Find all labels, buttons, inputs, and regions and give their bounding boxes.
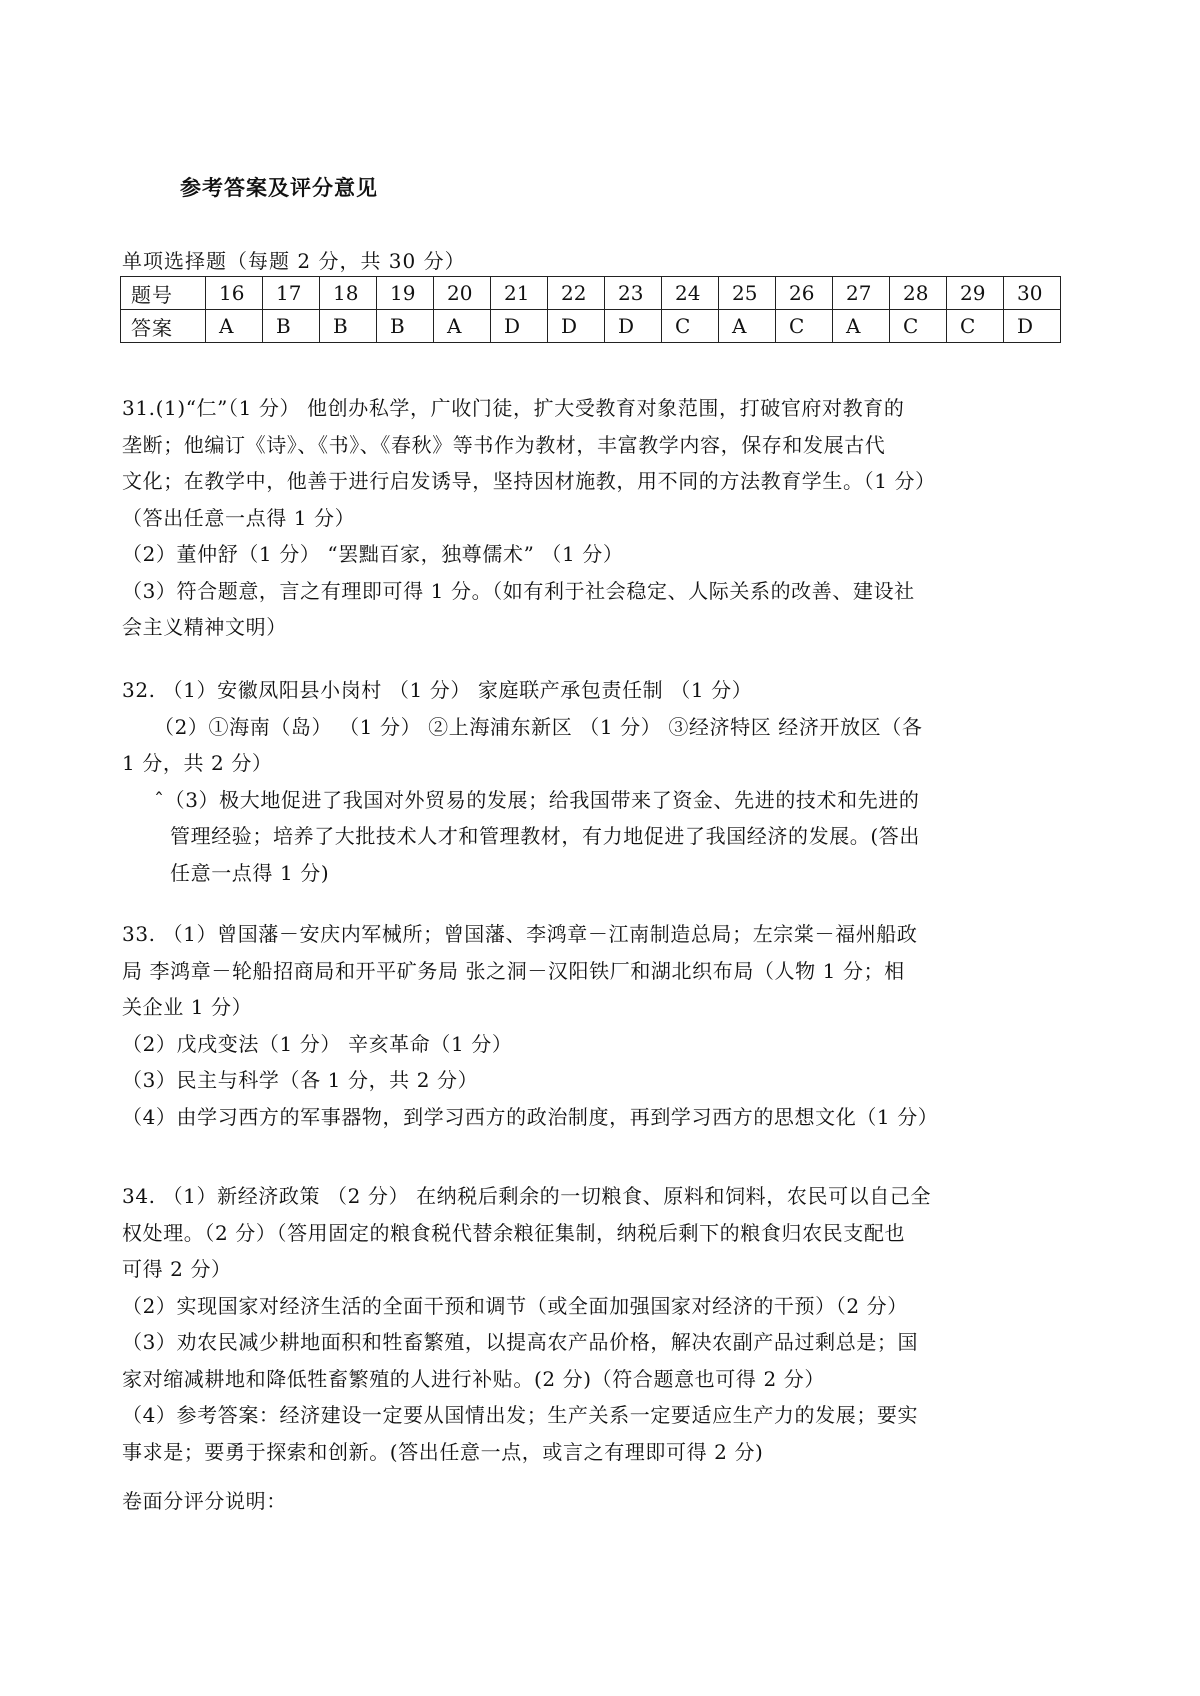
- text-line: 会主义精神文明）: [122, 615, 287, 639]
- answer-cell: C: [947, 310, 1004, 343]
- text-line: （3）民主与科学（各 1 分，共 2 分）: [122, 1068, 479, 1092]
- text-line: 任意一点得 1 分): [170, 860, 330, 885]
- text-line: 1 分，共 2 分）: [122, 751, 273, 775]
- question-number-cell: 23: [605, 277, 662, 310]
- text-line: 局 李鸿章－轮船招商局和开平矿务局 张之洞－汉阳铁厂和湖北织布局（人物 1 分；相: [122, 958, 905, 983]
- text-line: ˆ（3）极大地促进了我国对外贸易的发展；给我国带来了资金、先进的技术和先进的: [154, 787, 920, 812]
- page-title: 参考答案及评分意见: [180, 175, 378, 200]
- answer-cell: D: [491, 310, 548, 343]
- answer-cell: A: [833, 310, 890, 343]
- question-number-cell: 28: [890, 277, 947, 310]
- question-number-cell: 18: [320, 277, 377, 310]
- text-line: 家对缩减耕地和降低牲畜繁殖的人进行补贴。(2 分)（符合题意也可得 2 分）: [122, 1366, 825, 1391]
- text-line: 权处理。（2 分）（答用固定的粮食税代替余粮征集制，纳税后剩下的粮食归农民支配也: [122, 1220, 906, 1245]
- question-31-answer: [122, 390, 1082, 646]
- text-line: 事求是；要勇于探索和创新。(答出任意一点，或言之有理即可得 2 分): [122, 1439, 764, 1464]
- answer-cell: D: [1004, 310, 1061, 343]
- footer-note: 卷面分评分说明：: [122, 1489, 287, 1513]
- question-number-row: [121, 277, 1061, 310]
- text-line: （答出任意一点得 1 分）: [122, 505, 356, 530]
- question-number-cell: 19: [377, 277, 434, 310]
- question-34-answer: [122, 1178, 1082, 1470]
- answer-cell: B: [320, 310, 377, 343]
- question-33-answer: [122, 916, 1082, 1135]
- question-number-header: 题号: [121, 277, 206, 310]
- question-number-cell: 16: [206, 277, 263, 310]
- answer-cell: C: [662, 310, 719, 343]
- answer-cell: D: [605, 310, 662, 343]
- question-number-cell: 17: [263, 277, 320, 310]
- answer-cell: A: [719, 310, 776, 343]
- text-line: （2）①海南（岛） （1 分） ②上海浦东新区 （1 分） ③经济特区 经济开放区（各: [154, 714, 923, 739]
- question-number-cell: 21: [491, 277, 548, 310]
- text-line: 31.(1)“仁”（1 分） 他创办私学，广收门徒，扩大受教育对象范围，打破官府对教育的: [122, 396, 905, 420]
- text-line: 32. （1）安徽凤阳县小岗村 （1 分） 家庭联产承包责任制 （1 分）: [122, 678, 753, 702]
- text-line: （4）参考答案：经济建设一定要从国情出发；生产关系一定要适应生产力的发展；要实: [122, 1403, 919, 1427]
- text-line: 关企业 1 分）: [122, 995, 253, 1019]
- text-line: （2）董仲舒（1 分） “罢黜百家，独尊儒术” （1 分）: [122, 542, 624, 566]
- text-line: 垄断；他编订《诗》、《书》、《春秋》等书作为教材，丰富教学内容，保存和发展古代: [122, 432, 886, 457]
- question-number-cell: 29: [947, 277, 1004, 310]
- answer-cell: D: [548, 310, 605, 343]
- multiple-choice-caption: 单项选择题（每题 2 分，共 30 分）: [122, 249, 466, 273]
- answer-table: [120, 276, 1061, 343]
- text-line: （2）戊戌变法（1 分） 辛亥革命（1 分）: [122, 1031, 513, 1056]
- answer-cell: C: [890, 310, 947, 343]
- question-number-cell: 26: [776, 277, 833, 310]
- text-line: （2）实现国家对经济生活的全面干预和调节（或全面加强国家对经济的干预）（2 分）: [122, 1293, 908, 1318]
- answer-header: 答案: [121, 310, 206, 343]
- question-number-cell: 25: [719, 277, 776, 310]
- answer-cell: B: [377, 310, 434, 343]
- answer-cell: A: [206, 310, 263, 343]
- question-number-cell: 24: [662, 277, 719, 310]
- text-line: 管理经验；培养了大批技术人才和管理教材，有力地促进了我国经济的发展。(答出: [170, 824, 921, 848]
- question-number-cell: 30: [1004, 277, 1061, 310]
- text-line: （3）劝农民减少耕地面积和牲畜繁殖，以提高农产品价格，解决农副产品过剩总是；国: [122, 1330, 919, 1354]
- question-number-cell: 22: [548, 277, 605, 310]
- text-line: 文化；在教学中，他善于进行启发诱导，坚持因材施教，用不同的方法教育学生。（1 分）: [122, 469, 936, 493]
- question-number-cell: 27: [833, 277, 890, 310]
- text-line: （4）由学习西方的军事器物，到学习西方的政治制度，再到学习西方的思想文化（1 分）: [122, 1104, 939, 1129]
- text-line: （3）符合题意，言之有理即可得 1 分。（如有利于社会稳定、人际关系的改善、建设社: [122, 578, 915, 603]
- answer-cell: C: [776, 310, 833, 343]
- text-line: 33. （1）曾国藩－安庆内军械所；曾国藩、李鸿章－江南制造总局；左宗棠－福州船政: [122, 922, 918, 946]
- question-32-answer: [122, 672, 1082, 891]
- text-line: 34. （1）新经济政策 （2 分） 在纳税后剩余的一切粮食、原料和饲料，农民可以自己全: [122, 1184, 932, 1208]
- answer-cell: B: [263, 310, 320, 343]
- question-number-cell: 20: [434, 277, 491, 310]
- text-line: 可得 2 分）: [122, 1257, 232, 1281]
- answer-cell: A: [434, 310, 491, 343]
- answer-row: [121, 310, 1061, 343]
